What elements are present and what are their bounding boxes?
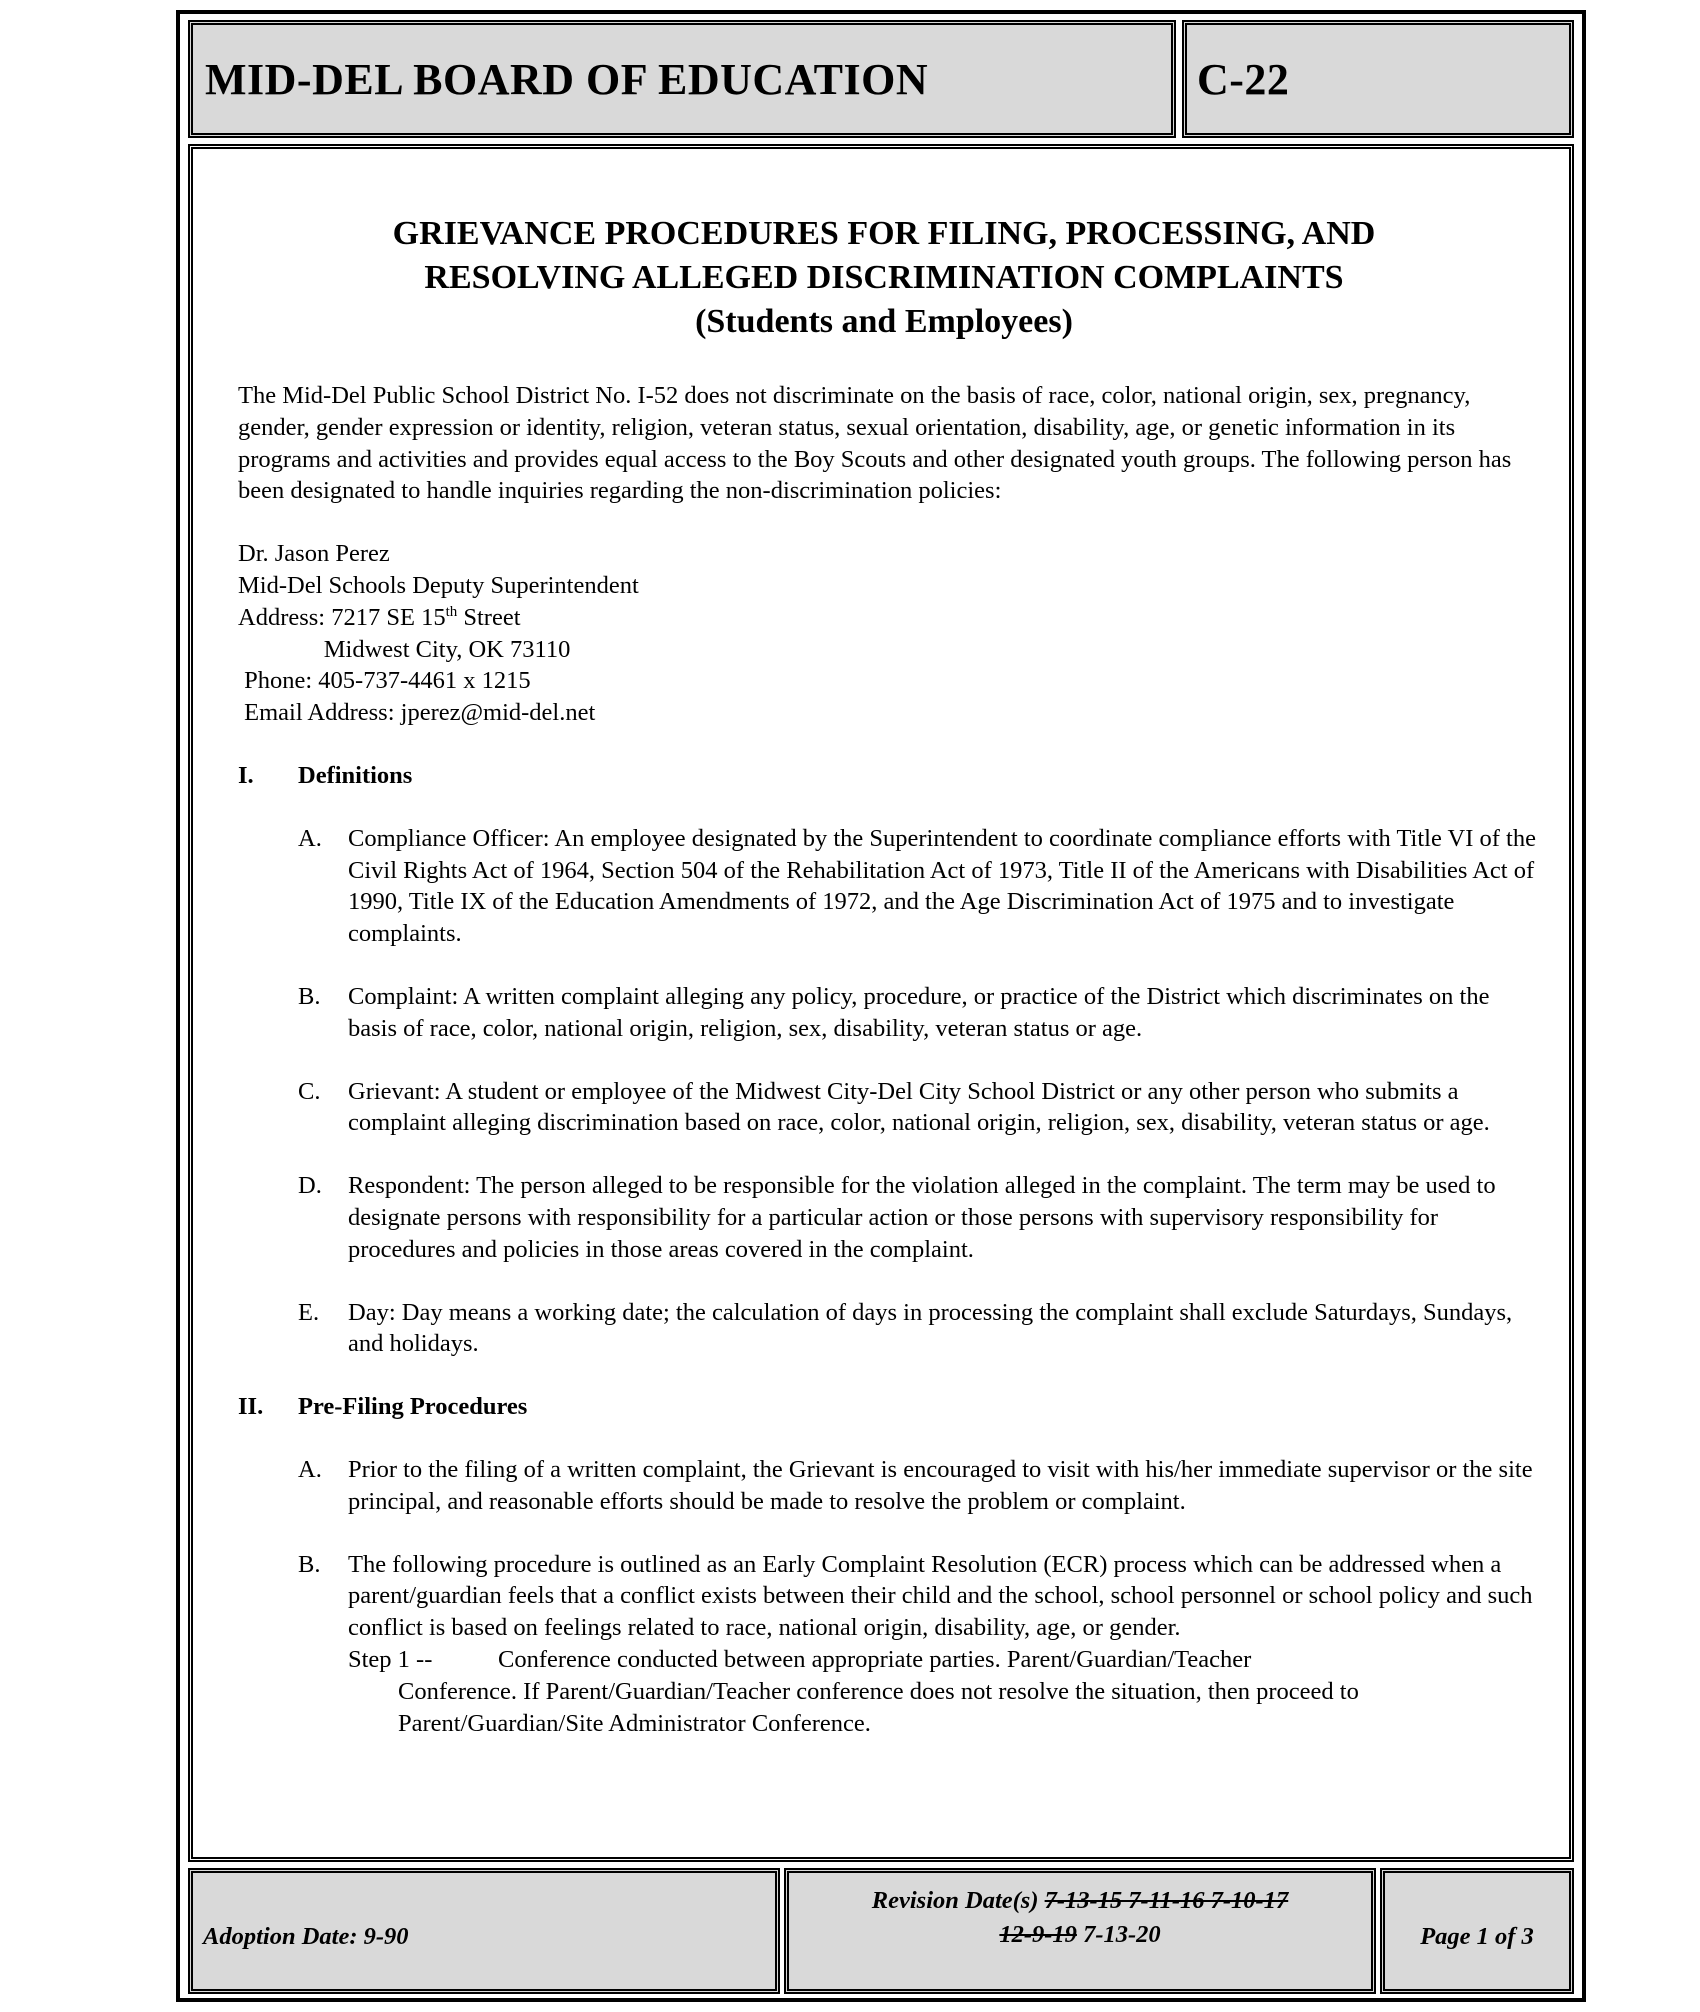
revision-dates-cell xyxy=(784,1868,1376,1994)
list-item: B. Complaint: A written complaint alleging any policy, procedure, or practice of the District which discriminates on the basis of race, color, national origin, religion, sex, disability, veteran status or age. xyxy=(298,982,1490,1042)
list-item: C. Grievant: A student or employee of the Midwest City-Del City School District or any other person who submits a complaint alleging discrimination based on race, color, national origin, religion, sex, disability, veteran status or age. xyxy=(298,1077,1490,1137)
list-item: E. Day: Day means a working date; the calculation of days in processing the complaint shall exclude Saturdays, Sundays, and holidays. xyxy=(298,1298,1513,1358)
step-continuation: Conference. If Parent/Guardian/Teacher conference does not resolve the situation, then proceed to Parent/Guardian/Site Administrator Conference. xyxy=(398,1677,1359,1737)
contact-role: Mid-Del Schools Deputy Superintendent xyxy=(238,571,639,599)
contact-city: Midwest City, OK 73110 xyxy=(238,635,571,663)
title-line-3: (Students and Employees) xyxy=(695,303,1073,340)
page-number: Page 1 of 3 xyxy=(1420,1923,1534,1950)
contact-block xyxy=(238,538,1558,729)
title-line-2: RESOLVING ALLEGED DISCRIMINATION COMPLAINTS xyxy=(424,259,1344,296)
step-label: Step 1 -- xyxy=(348,1645,433,1673)
revision-struck-date: 12-9-19 xyxy=(999,1921,1077,1948)
adoption-date-cell xyxy=(188,1868,780,1994)
document-title xyxy=(234,212,1534,344)
list-item: D. Respondent: The person alleged to be responsible for the violation alleged in the complaint. The term may be used to designate persons with responsibility for a particular action or those persons with supervisory responsibility for procedures and policies in those areas covered in the complaint. xyxy=(298,1172,1496,1263)
step-first-line: Conference conducted between appropriate parties. Parent/Guardian/Teacher xyxy=(498,1645,1252,1673)
list-item: A. Prior to the filing of a written complaint, the Grievant is encouraged to visit with his/her immediate supervisor or the site principal, and reasonable efforts should be made to resolve the problem or complaint. xyxy=(298,1455,1533,1515)
revision-struck-dates: 7-13-15 7-11-16 7-10-17 xyxy=(1044,1887,1289,1914)
contact-address: Address: 7217 SE 15th Street xyxy=(238,603,521,631)
contact-name: Dr. Jason Perez xyxy=(238,540,390,568)
contact-phone: Phone: 405-737-4461 x 1215 xyxy=(238,667,531,695)
board-title: MID-DEL BOARD OF EDUCATION xyxy=(188,20,1176,138)
document-content xyxy=(238,212,1558,1739)
contact-email: Email Address: jperez@mid-del.net xyxy=(238,699,596,727)
list-item: A. Compliance Officer: An employee designated by the Superintendent to coordinate compliance efforts with Title VI of the Civil Rights Act of 1964, Section 504 of the Rehabilitation Act of 1973, Title II of the Americans with Disabilities Act of 1990, Title IX of the Education Amendments of 1972, and the Age Discrimination Act of 1975 and to investigate complaints. xyxy=(298,824,1536,948)
revision-label: Revision Date(s) xyxy=(871,1887,1045,1914)
revision-current-date: 7-13-20 xyxy=(1076,1921,1161,1948)
intro-paragraph: The Mid-Del Public School District No. I-52 does not discriminate on the basis of race, color, national origin, sex, pregnancy, gender, gender expression or identity, religion, veteran status, sexual orientation, disability, age, or genetic information in its programs and activities and provides equal access to the Boy Scouts and other designated youth groups. The following person has been designated to handle inquiries regarding the non-discrimination policies: xyxy=(238,382,1512,505)
list-item: B. The following procedure is outlined as an Early Complaint Resolution (ECR) process which can be addressed when a parent/guardian feels that a conflict exists between their child and the school, school personnel or school policy and such conflict is based on feelings related to race, national origin, disability, age, or gender. xyxy=(298,1550,1533,1642)
adoption-date: Adoption Date: 9-90 xyxy=(203,1923,409,1950)
page-number-cell xyxy=(1380,1868,1574,1994)
section-heading-definitions: I. Definitions xyxy=(238,761,413,789)
title-line-1: GRIEVANCE PROCEDURES FOR FILING, PROCESSING, AND xyxy=(392,215,1376,252)
step-1 xyxy=(348,1644,1388,1739)
section-heading-pre-filing: II. Pre-Filing Procedures xyxy=(238,1393,528,1421)
policy-code: C-22 xyxy=(1182,20,1574,138)
